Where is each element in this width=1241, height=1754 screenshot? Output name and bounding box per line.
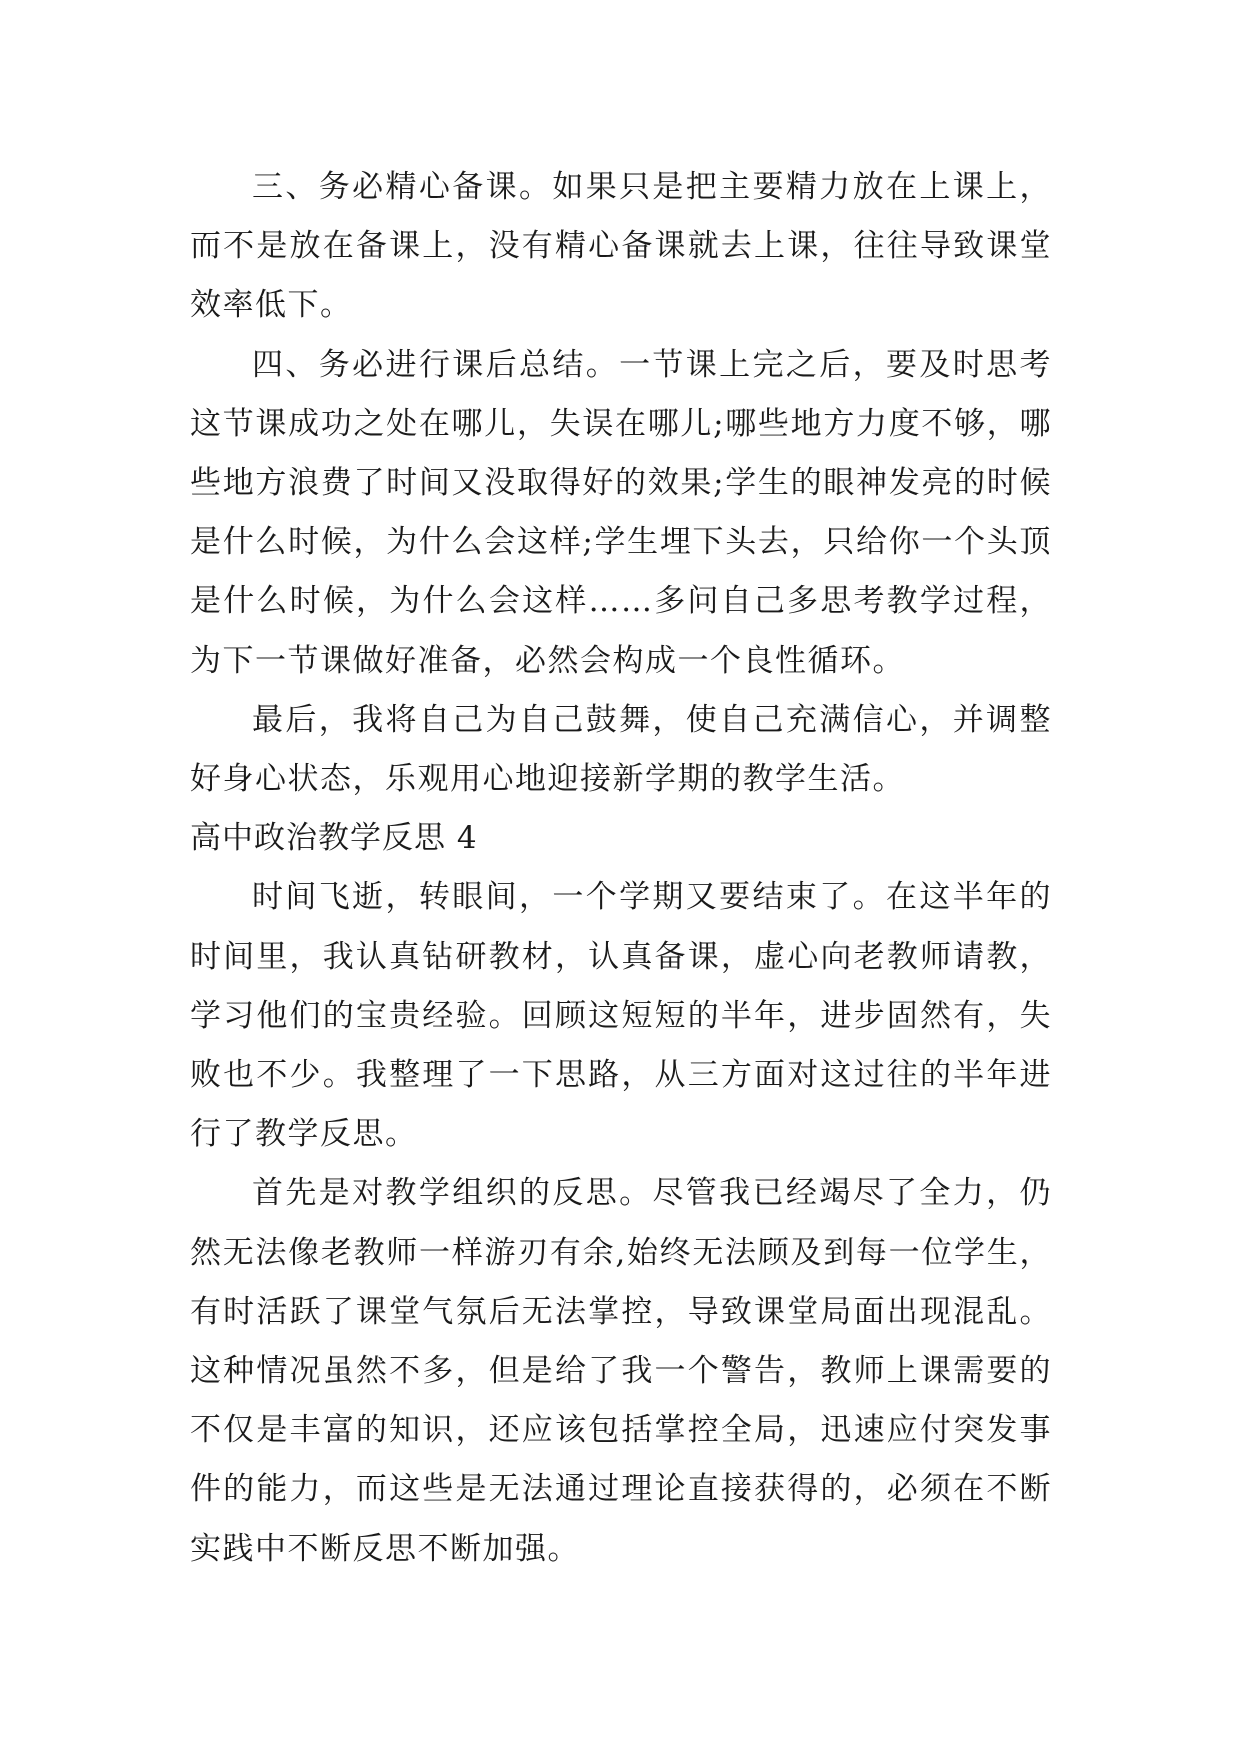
paragraph-prepare-lessons: 三、务必精心备课。如果只是把主要精力放在上课上，而不是放在备课上，没有精心备课就去上课，往往导致课堂效率低下。 [190, 169, 1052, 324]
paragraph-teaching-organization: 首先是对教学组织的反思。尽管我已经竭尽了全力，仍然无法像老教师一样游刃有余,始终无法顾及到每一位学生，有时活跃了课堂气氛后无法掌控，导致课堂局面出现混乱。这种情况虽然不多，但是给了我一个警告，教师上课需要的不仅是丰富的知识，还应该包括掌控全局，迅速应付突发事件的能力，而这些是无法通过理论直接获得的，必须在不断实践中不断反思不断加强。 [190, 1175, 1052, 1567]
document-page [190, 158, 1052, 1579]
paragraph-conclusion: 最后，我将自己为自己鼓舞，使自己充满信心，并调整好身心状态，乐观用心地迎接新学期的教学生活。 [190, 701, 1052, 798]
paragraph-semester-review: 时间飞逝，转眼间，一个学期又要结束了。在这半年的时间里，我认真钻研教材，认真备课，虚心向老教师请教，学习他们的宝贵经验。回顾这短短的半年，进步固然有，失败也不少。我整理了一下思路，从三方面对这过往的半年进行了教学反思。 [190, 879, 1052, 1153]
section-title: 高中政治教学反思 4 [190, 820, 478, 857]
paragraph-lesson-summary: 四、务必进行课后总结。一节课上完之后，要及时思考这节课成功之处在哪儿，失误在哪儿;哪些地方力度不够，哪些地方浪费了时间又没取得好的效果;学生的眼神发亮的时候是什么时候，为什么会这样;学生埋下头去，只给你一个头顶是什么时候，为什么会这样……多问自己多思考教学过程，为下一节课做好准备，必然会构成一个良性循环。 [190, 346, 1052, 679]
